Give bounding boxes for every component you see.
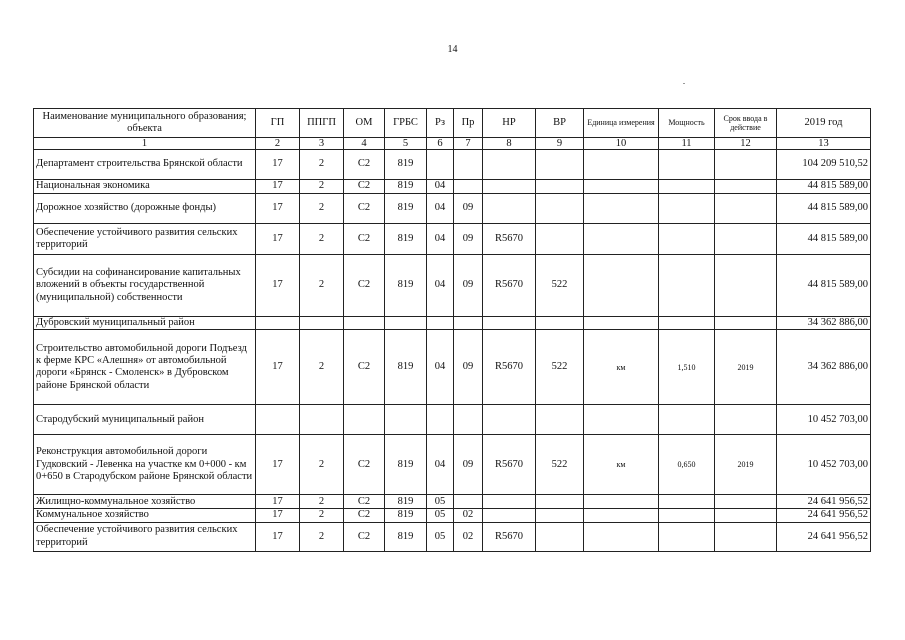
vr-cell: 522 bbox=[536, 330, 584, 405]
nr-cell bbox=[483, 180, 536, 194]
gp-cell: 17 bbox=[256, 224, 300, 255]
column-number: 13 bbox=[777, 138, 871, 150]
gp-cell: 17 bbox=[256, 180, 300, 194]
term-cell bbox=[715, 509, 777, 522]
rz-cell bbox=[427, 150, 454, 180]
pr-cell: 09 bbox=[454, 435, 483, 495]
sum-cell: 104 209 510,52 bbox=[777, 150, 871, 180]
header-cell: Единица измерения bbox=[584, 109, 659, 138]
power-cell: 1,510 bbox=[659, 330, 715, 405]
rz-cell: 04 bbox=[427, 224, 454, 255]
header-cell: ОМ bbox=[344, 109, 385, 138]
unit-cell bbox=[584, 495, 659, 509]
om-cell: С2 bbox=[344, 435, 385, 495]
om-cell: С2 bbox=[344, 224, 385, 255]
nr-cell bbox=[483, 495, 536, 509]
gp-cell: 17 bbox=[256, 150, 300, 180]
table-row bbox=[34, 194, 871, 224]
column-number: 3 bbox=[300, 138, 344, 150]
object-name-cell: Стародубский муниципальный район bbox=[34, 405, 256, 435]
gp-cell: 17 bbox=[256, 522, 300, 551]
pr-cell: 09 bbox=[454, 224, 483, 255]
om-cell bbox=[344, 405, 385, 435]
rz-cell: 04 bbox=[427, 435, 454, 495]
om-cell: С2 bbox=[344, 194, 385, 224]
table-row bbox=[34, 435, 871, 495]
term-cell bbox=[715, 495, 777, 509]
power-cell bbox=[659, 255, 715, 317]
table-row bbox=[34, 330, 871, 405]
vr-cell: 522 bbox=[536, 435, 584, 495]
header-cell: Пр bbox=[454, 109, 483, 138]
term-cell bbox=[715, 255, 777, 317]
term-cell: 2019 bbox=[715, 435, 777, 495]
grbs-cell: 819 bbox=[385, 509, 427, 522]
om-cell: С2 bbox=[344, 509, 385, 522]
table-row bbox=[34, 224, 871, 255]
om-cell: С2 bbox=[344, 150, 385, 180]
term-cell bbox=[715, 405, 777, 435]
unit-cell bbox=[584, 522, 659, 551]
nr-cell bbox=[483, 194, 536, 224]
unit-cell bbox=[584, 224, 659, 255]
object-name-cell: Национальная экономика bbox=[34, 180, 256, 194]
term-cell bbox=[715, 180, 777, 194]
ppgp-cell: 2 bbox=[300, 522, 344, 551]
nr-cell: R5670 bbox=[483, 224, 536, 255]
om-cell: С2 bbox=[344, 330, 385, 405]
object-name-cell: Департамент строительства Брянской области bbox=[34, 150, 256, 180]
header-cell: ГП bbox=[256, 109, 300, 138]
page-number: 14 bbox=[447, 44, 458, 55]
grbs-cell bbox=[385, 317, 427, 330]
unit-cell: км bbox=[584, 435, 659, 495]
pr-cell bbox=[454, 317, 483, 330]
column-number: 2 bbox=[256, 138, 300, 150]
grbs-cell bbox=[385, 405, 427, 435]
table-row bbox=[34, 255, 871, 317]
column-number: 6 bbox=[427, 138, 454, 150]
header-cell: Мощность bbox=[659, 109, 715, 138]
power-cell bbox=[659, 522, 715, 551]
nr-cell: R5670 bbox=[483, 435, 536, 495]
sum-cell: 10 452 703,00 bbox=[777, 435, 871, 495]
pr-cell: 02 bbox=[454, 522, 483, 551]
header-cell: Наименование муниципального образования; объекта bbox=[34, 109, 256, 138]
column-number: 7 bbox=[454, 138, 483, 150]
header-cell: Срок ввода в действие bbox=[715, 109, 777, 138]
om-cell bbox=[344, 317, 385, 330]
vr-cell bbox=[536, 495, 584, 509]
ppgp-cell: 2 bbox=[300, 150, 344, 180]
grbs-cell: 819 bbox=[385, 194, 427, 224]
vr-cell bbox=[536, 194, 584, 224]
grbs-cell: 819 bbox=[385, 224, 427, 255]
gp-cell: 17 bbox=[256, 495, 300, 509]
table-row bbox=[34, 150, 871, 180]
table-row bbox=[34, 522, 871, 551]
grbs-cell: 819 bbox=[385, 522, 427, 551]
gp-cell: 17 bbox=[256, 435, 300, 495]
nr-cell bbox=[483, 509, 536, 522]
vr-cell bbox=[536, 317, 584, 330]
nr-cell: R5670 bbox=[483, 522, 536, 551]
ppgp-cell bbox=[300, 405, 344, 435]
power-cell: 0,650 bbox=[659, 435, 715, 495]
column-number: 5 bbox=[385, 138, 427, 150]
object-name-cell: Дорожное хозяйство (дорожные фонды) bbox=[34, 194, 256, 224]
header-cell: НР bbox=[483, 109, 536, 138]
term-cell bbox=[715, 522, 777, 551]
unit-cell bbox=[584, 150, 659, 180]
rz-cell bbox=[427, 405, 454, 435]
object-name-cell: Дубровский муниципальный район bbox=[34, 317, 256, 330]
pr-cell: 09 bbox=[454, 330, 483, 405]
grbs-cell: 819 bbox=[385, 255, 427, 317]
sum-cell: 10 452 703,00 bbox=[777, 405, 871, 435]
sum-cell: 24 641 956,52 bbox=[777, 509, 871, 522]
ppgp-cell: 2 bbox=[300, 194, 344, 224]
object-name-cell: Строительство автомобильной дороги Подъезд к ферме КРС «Алешня» от автомобильной дороги «Брянск - Смоленск» в Дубровском районе Брянской области bbox=[34, 330, 256, 405]
om-cell: С2 bbox=[344, 522, 385, 551]
rz-cell: 05 bbox=[427, 495, 454, 509]
column-number: 10 bbox=[584, 138, 659, 150]
unit-cell: км bbox=[584, 330, 659, 405]
term-cell bbox=[715, 194, 777, 224]
object-name-cell: Обеспечение устойчивого развития сельских территорий bbox=[34, 522, 256, 551]
vr-cell bbox=[536, 224, 584, 255]
column-number: 1 bbox=[34, 138, 256, 150]
vr-cell bbox=[536, 180, 584, 194]
om-cell: С2 bbox=[344, 495, 385, 509]
sum-cell: 44 815 589,00 bbox=[777, 255, 871, 317]
power-cell bbox=[659, 224, 715, 255]
object-name-cell: Субсидии на софинансирование капитальных вложений в объекты государственной (муниципальной) собственности bbox=[34, 255, 256, 317]
nr-cell bbox=[483, 317, 536, 330]
pr-cell: 02 bbox=[454, 509, 483, 522]
ppgp-cell: 2 bbox=[300, 509, 344, 522]
ppgp-cell: 2 bbox=[300, 224, 344, 255]
unit-cell bbox=[584, 255, 659, 317]
power-cell bbox=[659, 509, 715, 522]
gp-cell: 17 bbox=[256, 255, 300, 317]
vr-cell bbox=[536, 405, 584, 435]
vr-cell bbox=[536, 522, 584, 551]
object-name-cell: Реконструкция автомобильной дороги Гудковский - Левенка на участке км 0+000 - км 0+650 в Стародубском районе Брянской области bbox=[34, 435, 256, 495]
pr-cell: 09 bbox=[454, 255, 483, 317]
rz-cell bbox=[427, 317, 454, 330]
gp-cell: 17 bbox=[256, 330, 300, 405]
table-row bbox=[34, 509, 871, 522]
gp-cell: 17 bbox=[256, 194, 300, 224]
header-cell: Рз bbox=[427, 109, 454, 138]
table-row bbox=[34, 317, 871, 330]
term-cell bbox=[715, 150, 777, 180]
ppgp-cell: 2 bbox=[300, 180, 344, 194]
rz-cell: 05 bbox=[427, 522, 454, 551]
table-row bbox=[34, 180, 871, 194]
gp-cell bbox=[256, 317, 300, 330]
grbs-cell: 819 bbox=[385, 435, 427, 495]
nr-cell bbox=[483, 405, 536, 435]
unit-cell bbox=[584, 509, 659, 522]
ppgp-cell: 2 bbox=[300, 435, 344, 495]
rz-cell: 05 bbox=[427, 509, 454, 522]
column-number: 9 bbox=[536, 138, 584, 150]
header-cell: 2019 год bbox=[777, 109, 871, 138]
pr-cell bbox=[454, 180, 483, 194]
vr-cell bbox=[536, 150, 584, 180]
grbs-cell: 819 bbox=[385, 150, 427, 180]
vr-cell: 522 bbox=[536, 255, 584, 317]
nr-cell: R5670 bbox=[483, 330, 536, 405]
om-cell: С2 bbox=[344, 255, 385, 317]
nr-cell bbox=[483, 150, 536, 180]
ppgp-cell: 2 bbox=[300, 255, 344, 317]
rz-cell: 04 bbox=[427, 330, 454, 405]
grbs-cell: 819 bbox=[385, 330, 427, 405]
pr-cell bbox=[454, 405, 483, 435]
header-cell: ППГП bbox=[300, 109, 344, 138]
om-cell: С2 bbox=[344, 180, 385, 194]
vr-cell bbox=[536, 509, 584, 522]
nr-cell: R5670 bbox=[483, 255, 536, 317]
header-cell: ГРБС bbox=[385, 109, 427, 138]
sum-cell: 44 815 589,00 bbox=[777, 194, 871, 224]
table-body bbox=[34, 150, 871, 552]
sum-cell: 24 641 956,52 bbox=[777, 522, 871, 551]
grbs-cell: 819 bbox=[385, 495, 427, 509]
term-cell: 2019 bbox=[715, 330, 777, 405]
table-row bbox=[34, 495, 871, 509]
header-cell: ВР bbox=[536, 109, 584, 138]
power-cell bbox=[659, 317, 715, 330]
gp-cell: 17 bbox=[256, 509, 300, 522]
ppgp-cell: 2 bbox=[300, 330, 344, 405]
table-row bbox=[34, 405, 871, 435]
ppgp-cell: 2 bbox=[300, 495, 344, 509]
scan-speck bbox=[683, 83, 685, 84]
sum-cell: 34 362 886,00 bbox=[777, 330, 871, 405]
budget-table bbox=[33, 108, 871, 552]
column-number: 4 bbox=[344, 138, 385, 150]
power-cell bbox=[659, 150, 715, 180]
power-cell bbox=[659, 405, 715, 435]
power-cell bbox=[659, 495, 715, 509]
unit-cell bbox=[584, 405, 659, 435]
unit-cell bbox=[584, 317, 659, 330]
ppgp-cell bbox=[300, 317, 344, 330]
column-number: 11 bbox=[659, 138, 715, 150]
table-header bbox=[34, 109, 871, 150]
pr-cell bbox=[454, 150, 483, 180]
sum-cell: 44 815 589,00 bbox=[777, 180, 871, 194]
power-cell bbox=[659, 194, 715, 224]
object-name-cell: Обеспечение устойчивого развития сельских территорий bbox=[34, 224, 256, 255]
term-cell bbox=[715, 317, 777, 330]
rz-cell: 04 bbox=[427, 180, 454, 194]
unit-cell bbox=[584, 194, 659, 224]
rz-cell: 04 bbox=[427, 255, 454, 317]
column-number-row bbox=[34, 138, 871, 150]
object-name-cell: Жилищно-коммунальное хозяйство bbox=[34, 495, 256, 509]
sum-cell: 24 641 956,52 bbox=[777, 495, 871, 509]
pr-cell bbox=[454, 495, 483, 509]
unit-cell bbox=[584, 180, 659, 194]
term-cell bbox=[715, 224, 777, 255]
object-name-cell: Коммунальное хозяйство bbox=[34, 509, 256, 522]
pr-cell: 09 bbox=[454, 194, 483, 224]
grbs-cell: 819 bbox=[385, 180, 427, 194]
column-number: 8 bbox=[483, 138, 536, 150]
sum-cell: 34 362 886,00 bbox=[777, 317, 871, 330]
sum-cell: 44 815 589,00 bbox=[777, 224, 871, 255]
rz-cell: 04 bbox=[427, 194, 454, 224]
column-number: 12 bbox=[715, 138, 777, 150]
power-cell bbox=[659, 180, 715, 194]
gp-cell bbox=[256, 405, 300, 435]
